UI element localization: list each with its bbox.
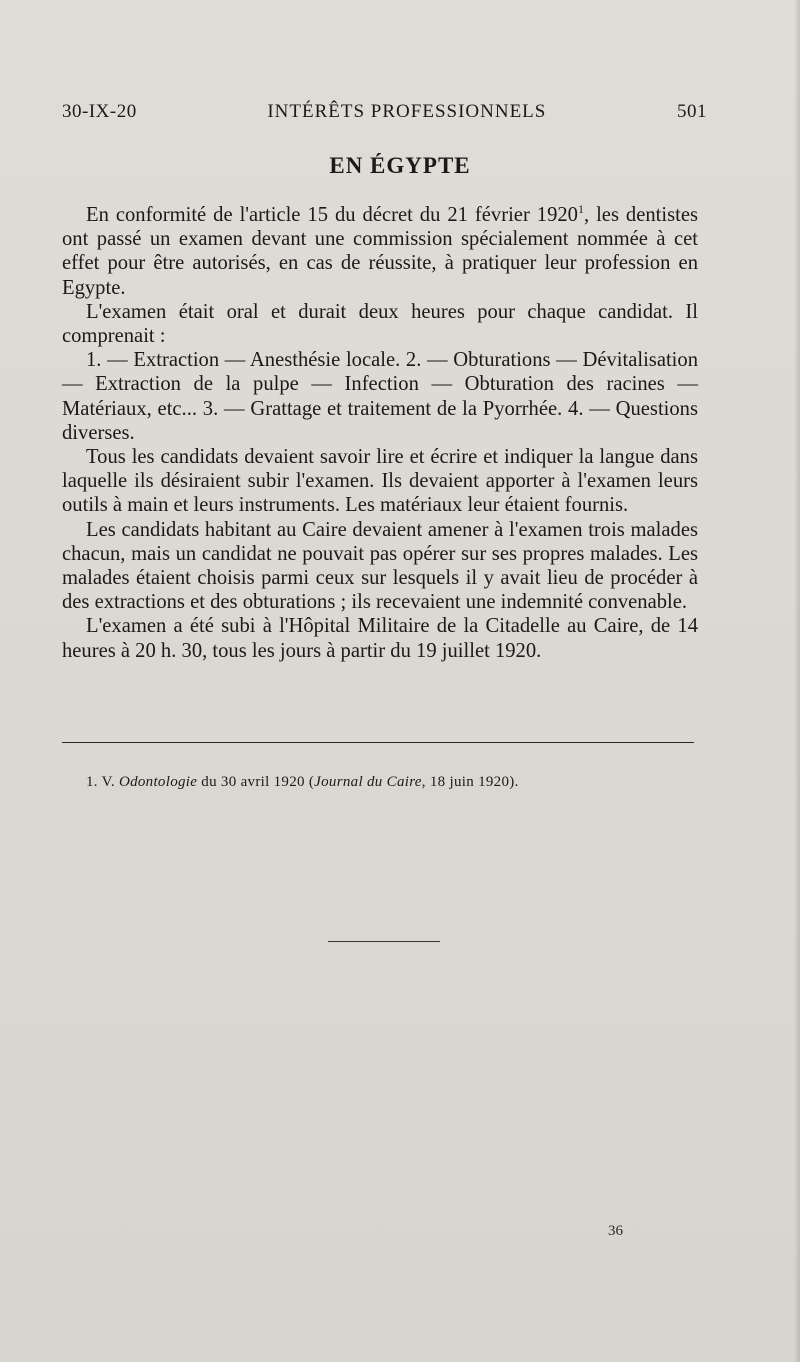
footnote-marker: 1 <box>577 202 584 216</box>
footnote-source: Journal du Caire <box>314 774 422 790</box>
footnote-journal: Odontologie <box>118 774 198 790</box>
paragraph: Les candidats habitant au Caire devaient amener à l'examen trois malades chacun, mais un candidat ne pouvait pas opérer sur ses propres malades. Les malades étaient choisis parmi ceux sur lesquels il y avait lieu de procéder à des extractions et des obturations ; ils recevaient une indemnité convenable. <box>62 518 698 614</box>
signature-number: 36 <box>608 1223 623 1239</box>
footnote-date: du 30 avril 1920 ( <box>197 774 315 790</box>
paragraph-text: , les dentistes ont passé un examen devant une commission spécialement nommée à cet effet pour être autorisés, en cas de réussite, à pratiquer leur profession en Egypte. <box>62 204 698 299</box>
footnote-prefix: 1. V. <box>86 774 119 790</box>
paragraph <box>62 203 698 300</box>
paragraph-text: En conformité de l'article 15 du décret du 21 février 1920 <box>86 204 578 226</box>
running-header <box>62 101 707 123</box>
header-section: INTÉRÊTS PROFESSIONNELS <box>267 101 547 122</box>
paragraph: 1. — Extraction — Anesthésie locale. 2. — Obturations — Dévitalisation — Extraction de la pulpe — Infection — Obturation des racines — Matériaux, etc... 3. — Grattage et traitement de la Pyorrhée. 4. — Questions diverses. <box>62 349 698 444</box>
section-end-rule <box>328 941 440 942</box>
article-title: EN ÉGYPTE <box>329 153 471 178</box>
paragraph: L'examen a été subi à l'Hôpital Militaire de la Citadelle au Caire, de 14 heures à 20 h. 30, tous les jours à partir du 19 juillet 1920. <box>62 615 698 662</box>
header-page-number: 501 <box>676 101 707 122</box>
page-edge-shadow <box>794 0 800 1362</box>
article-body <box>62 203 698 663</box>
paragraph: L'examen était oral et durait deux heures pour chaque candidat. Il comprenait : <box>62 300 698 348</box>
paragraph: Tous les candidats devaient savoir lire et écrire et indiquer la langue dans laquelle ils désiraient subir l'examen. Ils devaient apporter à l'examen leurs outils à main et leurs instruments. Les matériaux leur étaient fournis. <box>62 446 698 517</box>
footnote <box>86 774 519 791</box>
header-date: 30-IX-20 <box>62 101 137 122</box>
footnote-divider <box>62 742 694 743</box>
footnote-suffix: , 18 juin 1920). <box>421 774 519 790</box>
